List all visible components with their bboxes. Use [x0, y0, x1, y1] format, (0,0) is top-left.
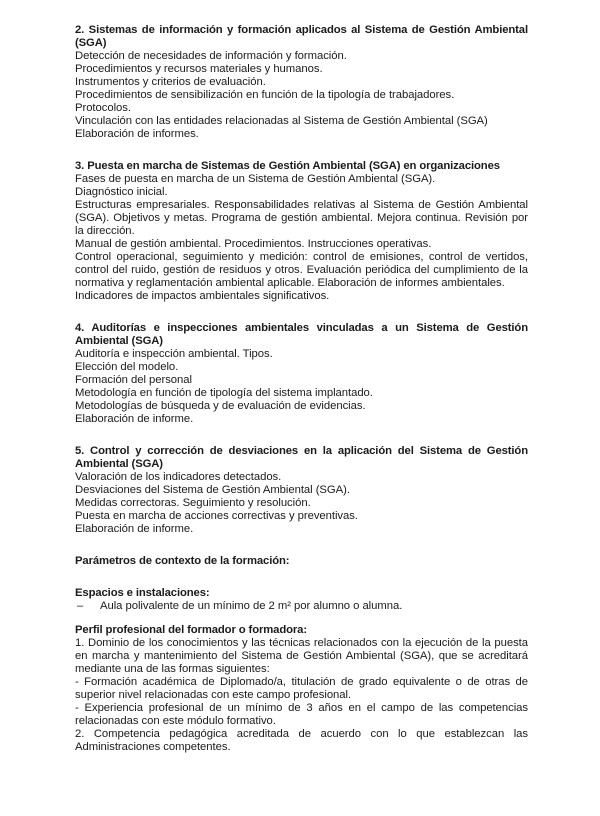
- bullet-text: Aula polivalente de un mínimo de 2 m² por alumno o alumna.: [100, 600, 403, 612]
- paragraph: 1. Dominio de los conocimientos y las técnicas relacionados con la ejecución de la puesta en marcha y mantenimiento del Sistema de Gestión Ambiental (SGA), que se acreditará mediante una de las formas siguientes:: [75, 637, 528, 675]
- paragraph: Elaboración de informe.: [75, 413, 194, 425]
- paragraph: Vinculación con las entidades relacionadas al Sistema de Gestión Ambiental (SGA): [75, 115, 488, 127]
- section-heading: Parámetros de contexto de la formación:: [75, 555, 290, 567]
- section: [75, 555, 528, 568]
- document-content: [75, 24, 528, 754]
- section-heading: 2. Sistemas de información y formación aplicados al Sistema de Gestión Ambiental (SGA): [75, 24, 528, 49]
- section: [75, 624, 528, 754]
- section-heading: Perfil profesional del formador o formadora:: [75, 624, 307, 636]
- paragraph: Valoración de los indicadores detectados.: [75, 471, 282, 483]
- paragraph: Diagnóstico inicial.: [75, 186, 168, 198]
- paragraph: Medidas correctoras. Seguimiento y resolución.: [75, 497, 311, 509]
- section-heading: 5. Control y corrección de desviaciones en la aplicación del Sistema de Gestión Ambiental (SGA): [75, 445, 528, 470]
- paragraph: Auditoría e inspección ambiental. Tipos.: [75, 348, 273, 360]
- bullet-item: [75, 600, 528, 613]
- paragraph: Procedimientos y recursos materiales y humanos.: [75, 63, 323, 75]
- section: [75, 160, 528, 303]
- section-heading: Espacios e instalaciones:: [75, 587, 210, 599]
- section: [75, 24, 528, 141]
- paragraph: Indicadores de impactos ambientales significativos.: [75, 290, 330, 302]
- paragraph: Detección de necesidades de información y formación.: [75, 50, 347, 62]
- paragraph: Puesta en marcha de acciones correctivas y preventivas.: [75, 510, 358, 522]
- paragraph: Protocolos.: [75, 102, 131, 114]
- paragraph: Manual de gestión ambiental. Procedimientos. Instrucciones operativas.: [75, 238, 432, 250]
- paragraph: Metodología en función de tipología del sistema implantado.: [75, 387, 373, 399]
- section-heading: 3. Puesta en marcha de Sistemas de Gestión Ambiental (SGA) en organizaciones: [75, 160, 500, 172]
- paragraph: Instrumentos y criterios de evaluación.: [75, 76, 266, 88]
- paragraph: 2. Competencia pedagógica acreditada de acuerdo con lo que establezcan las Administraciones competentes.: [75, 728, 528, 753]
- section: [75, 322, 528, 426]
- paragraph: Estructuras empresariales. Responsabilidades relativas al Sistema de Gestión Ambiental (SGA). Objetivos y metas. Programa de gestión ambiental. Mejora continua. Revisión por la dirección.: [75, 199, 528, 237]
- dash-marker: –: [77, 600, 84, 612]
- paragraph: Procedimientos de sensibilización en función de la tipología de trabajadores.: [75, 89, 455, 101]
- paragraph: Desviaciones del Sistema de Gestión Ambiental (SGA).: [75, 484, 350, 496]
- paragraph: - Experiencia profesional de un mínimo de 3 años en el campo de las competencias relacionadas con este módulo formativo.: [75, 702, 528, 727]
- section-heading: 4. Auditorías e inspecciones ambientales vinculadas a un Sistema de Gestión Ambiental (SGA): [75, 322, 528, 347]
- paragraph: Control operacional, seguimiento y medición: control de emisiones, control de vertidos, control del ruido, gestión de residuos y otros. Evaluación periódica del cumplimiento de la normativa y reglamentación ambiental aplicable. Elaboración de informes ambientales.: [75, 251, 528, 289]
- paragraph: Elaboración de informe.: [75, 523, 194, 535]
- paragraph: Fases de puesta en marcha de un Sistema de Gestión Ambiental (SGA).: [75, 173, 436, 185]
- paragraph: - Formación académica de Diplomado/a, titulación de grado equivalente o de otras de superior nivel relacionadas con este campo profesional.: [75, 676, 528, 701]
- section: [75, 587, 528, 613]
- section: [75, 445, 528, 536]
- paragraph: Formación del personal: [75, 374, 192, 386]
- paragraph: Elaboración de informes.: [75, 128, 199, 140]
- paragraph: Elección del modelo.: [75, 361, 179, 373]
- paragraph: Metodologías de búsqueda y de evaluación de evidencias.: [75, 400, 366, 412]
